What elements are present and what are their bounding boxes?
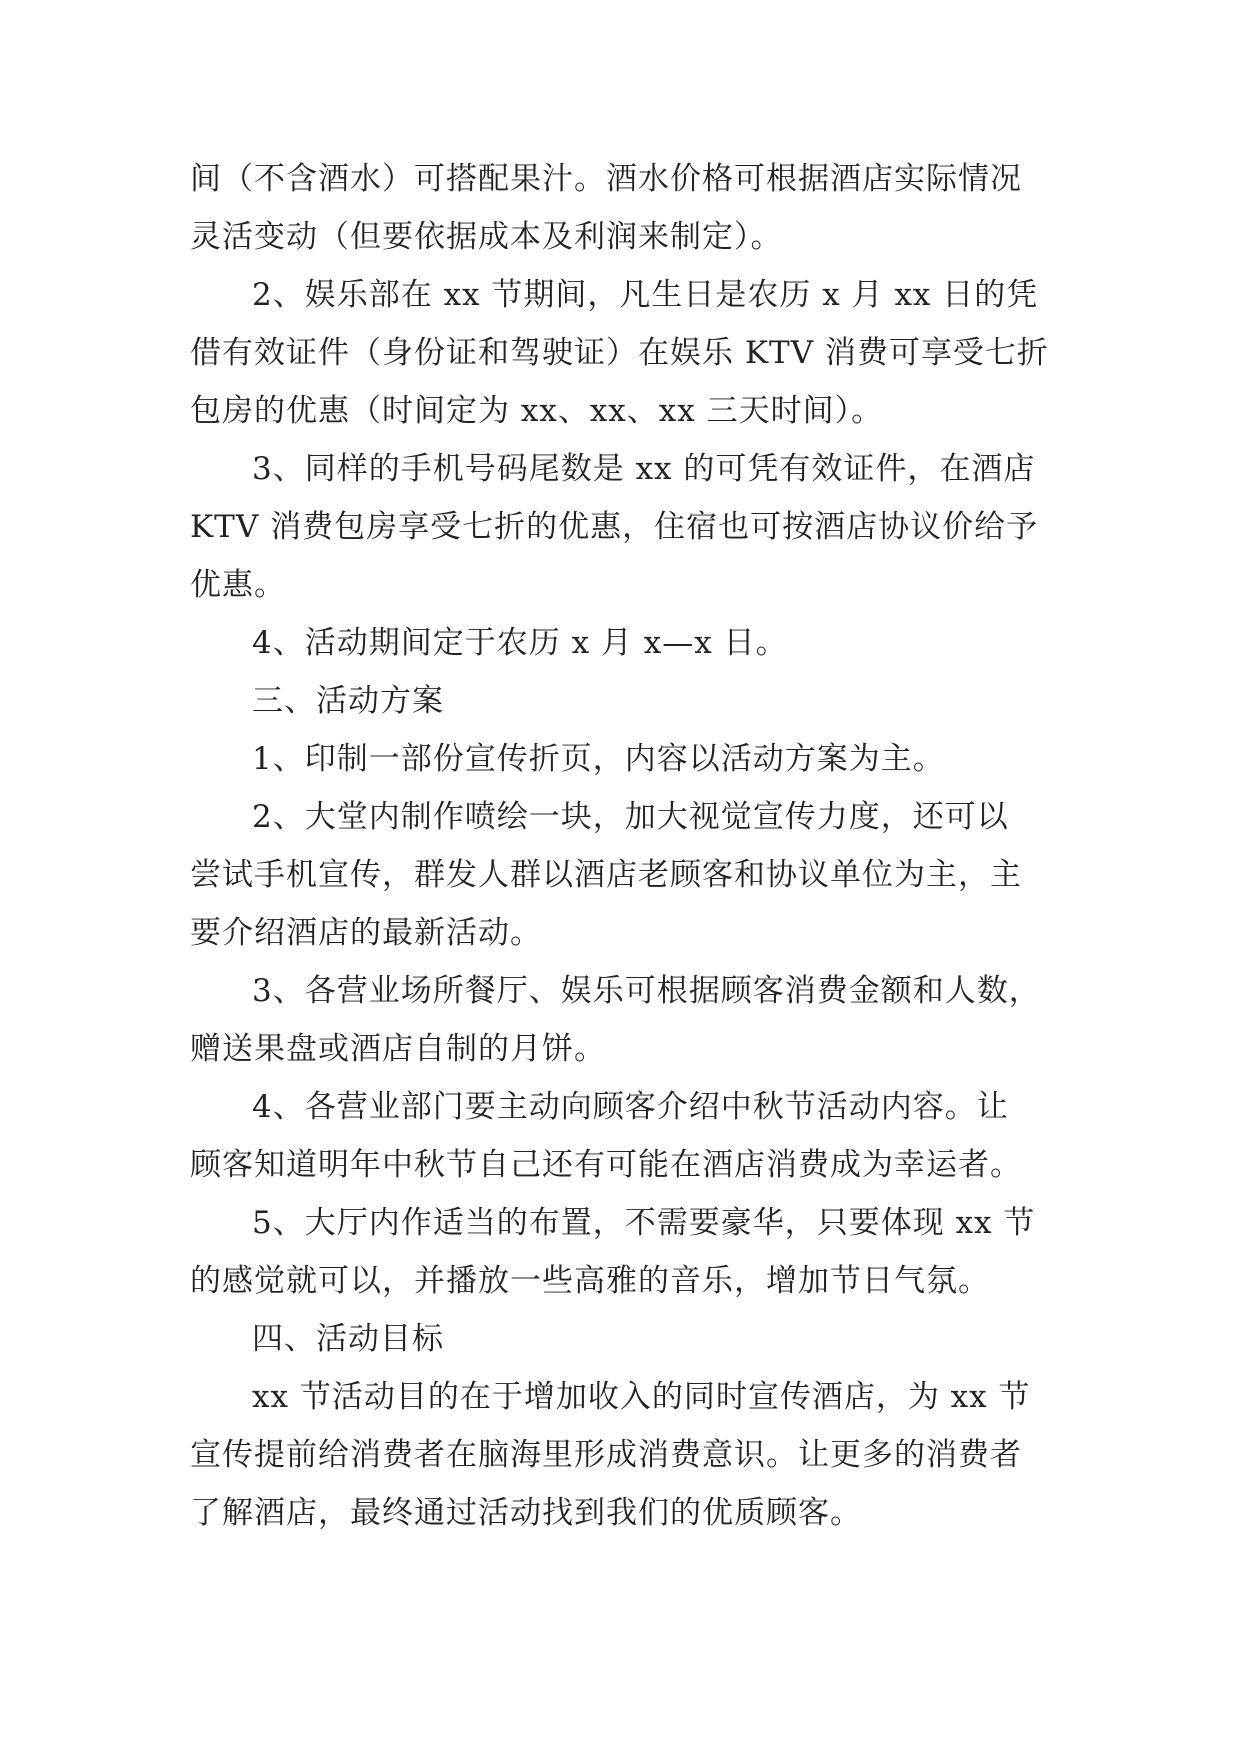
text-line: 宣传提前给消费者在脑海里形成消费意识。让更多的消费者 <box>190 1437 1022 1473</box>
paragraph <box>190 672 1070 730</box>
paragraph <box>190 962 1070 1078</box>
text-line: 5、大厅内作适当的布置，不需要豪华，只要体现 xx 节 <box>252 1205 1036 1241</box>
text-line: 要介绍酒店的最新活动。 <box>190 915 542 951</box>
text-line: 3、各营业场所餐厅、娱乐可根据顾客消费金额和人数， <box>252 973 1041 1009</box>
text-line: 3、同样的手机号码尾数是 xx 的可凭有效证件，在酒店 <box>252 451 1036 487</box>
text-line: 顾客知道明年中秋节自己还有可能在酒店消费成为幸运者。 <box>190 1147 1022 1183</box>
paragraph <box>190 1078 1070 1194</box>
paragraph <box>190 266 1070 440</box>
paragraph <box>190 788 1070 962</box>
paragraph <box>190 1368 1070 1542</box>
paragraph <box>190 1310 1070 1368</box>
text-line: 2、大堂内制作喷绘一块，加大视觉宣传力度，还可以 <box>252 799 1009 835</box>
text-line: 优惠。 <box>190 567 286 603</box>
text-line: 4、各营业部门要主动向顾客介绍中秋节活动内容。让 <box>252 1089 1009 1125</box>
text-line: 的感觉就可以，并播放一些高雅的音乐，增加节日气氛。 <box>190 1263 990 1299</box>
text-line: 间（不含酒水）可搭配果汁。酒水价格可根据酒店实际情况 <box>190 161 1022 197</box>
text-line: 四、活动目标 <box>252 1321 444 1357</box>
document-body <box>190 150 1070 1542</box>
text-line: 灵活变动（但要依据成本及利润来制定）。 <box>190 219 783 255</box>
paragraph <box>190 440 1070 614</box>
text-line: 借有效证件（身份证和驾驶证）在娱乐 KTV 消费可享受七折 <box>190 335 1049 371</box>
paragraph <box>190 1194 1070 1310</box>
text-line: KTV 消费包房享受七折的优惠，住宿也可按酒店协议价给予 <box>190 509 1039 545</box>
text-line: 4、活动期间定于农历 x 月 x—x 日。 <box>252 625 788 661</box>
text-line: 赠送果盘或酒店自制的月饼。 <box>190 1031 606 1067</box>
paragraph <box>190 150 1070 266</box>
text-line: 1、印制一部份宣传折页，内容以活动方案为主。 <box>252 741 945 777</box>
text-line: 尝试手机宣传，群发人群以酒店老顾客和协议单位为主，主 <box>190 857 1022 893</box>
text-line: 了解酒店，最终通过活动找到我们的优质顾客。 <box>190 1495 862 1531</box>
text-line: xx 节活动目的在于增加收入的同时宣传酒店，为 xx 节 <box>252 1379 1031 1415</box>
text-line: 包房的优惠（时间定为 xx、xx、xx 三天时间）。 <box>190 393 884 429</box>
text-line: 2、娱乐部在 xx 节期间，凡生日是农历 x 月 xx 日的凭 <box>252 277 1039 313</box>
paragraph <box>190 614 1070 672</box>
paragraph <box>190 730 1070 788</box>
text-line: 三、活动方案 <box>252 683 444 719</box>
